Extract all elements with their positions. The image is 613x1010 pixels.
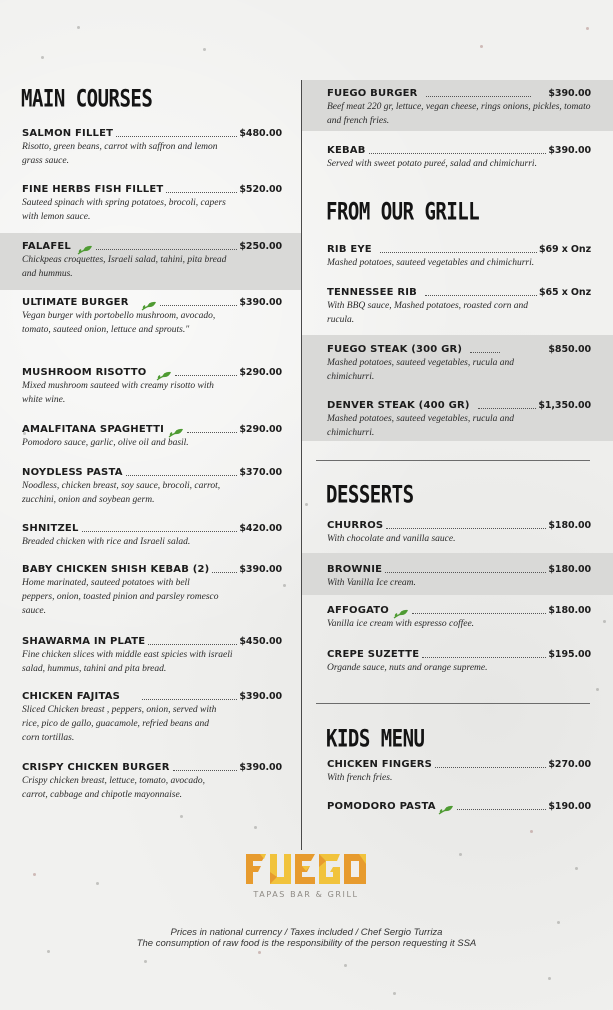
item-description: Beef meat 220 gr, lettuce, vegan cheese, rings onions, pickles, tomato and french fries. [327,102,591,126]
item-description: Organde sauce, nuts and orange supreme. [327,663,488,673]
paper-speck [548,977,551,980]
leaf-icon [156,368,172,378]
dot-leader [166,192,237,193]
paper-speck [530,830,533,833]
item-price: $65 x Onz [538,287,591,298]
menu-item [22,634,282,676]
menu-item [327,242,591,270]
item-price: $390.00 [239,297,282,308]
logo-letter-u [270,854,291,884]
logo-letter-f [246,854,266,884]
leaf-icon [393,606,409,616]
item-description: Served with sweet potato pureé, salad and chimichurri. [327,159,537,169]
item-price: $390.00 [548,88,591,99]
leaf-icon [77,242,93,252]
item-description: With chocolate and vanilla sauce. [327,534,456,544]
menu-item [327,398,591,440]
item-description: With Vanilla Ice cream. [327,578,416,588]
menu-item [22,126,282,168]
item-name: CHICKEN FAJITAS [22,691,121,702]
paper-speck [480,45,483,48]
dot-leader [425,295,537,296]
menu-item [22,422,282,450]
item-name: FINE HERBS FISH FILLET [22,184,164,195]
paper-speck [459,853,462,856]
divider-grill-desserts [316,460,590,461]
divider-desserts-kids [316,703,590,704]
item-name: TENNESSEE RIB [327,287,417,298]
paper-speck [254,826,257,829]
item-name: ULTIMATE BURGER [22,297,129,308]
item-description: Noodless, chicken breast, soy sauce, brocoli, carrot, zucchini, onion and soybean germ. [22,481,221,505]
item-description: Vanilla ice cream with espresso coffee. [327,619,475,629]
menu-item [22,689,282,745]
item-price: $180.00 [548,605,591,616]
dot-leader [126,475,238,476]
dot-leader [478,408,537,409]
item-price: $290.00 [239,424,282,435]
item-price: $390.00 [239,691,282,702]
paper-speck [596,688,599,691]
menu-item [327,86,591,128]
dot-leader [385,572,546,573]
item-price: $195.00 [548,649,591,660]
paper-speck [557,921,560,924]
paper-speck [203,48,206,51]
menu-item [327,342,591,384]
item-description: With french fries. [327,773,393,783]
menu-item [22,521,282,549]
paper-speck [344,964,347,967]
item-name: BABY CHICKEN SHISH KEBAB (2) [22,564,210,575]
item-price: $420.00 [239,523,282,534]
menu-item [22,562,282,618]
leaf-icon [438,802,454,812]
item-name: CREPE SUZETTE [327,649,420,660]
menu-item [22,182,282,224]
menu-item [327,647,591,675]
leaf-icon [168,425,184,435]
paper-speck [393,992,396,995]
column-divider [301,80,302,850]
paper-speck [305,503,308,506]
dot-leader [148,644,237,645]
item-price: $390.00 [239,762,282,773]
menu-item [22,465,282,507]
item-name: FUEGO STEAK (300 GR) [327,344,463,355]
item-description: Fine chicken slices with middle east spicies with israeli salad, hummus, tahini and pita bread. [22,650,233,674]
dot-leader [422,657,546,658]
dot-leader [175,375,237,376]
menu-item [327,799,591,812]
item-name: FUEGO BURGER [327,88,418,99]
menu-item [22,295,282,337]
paper-speck [96,882,99,885]
item-price: $520.00 [239,184,282,195]
item-price: $850.00 [548,344,591,355]
item-description: Risotto, green beans, carrot with saffron and lemon grass sauce. [22,142,218,166]
dot-leader [116,136,237,137]
item-description: Home marinated, sauteed potatoes with bell peppers, onion, toasted pinion and parsley romesco sauce. [22,578,219,616]
item-name: SHAWARMA IN PLATE [22,636,146,647]
item-name: DENVER STEAK (400 GR) [327,400,470,411]
item-price: $250.00 [239,241,282,252]
paper-speck [586,27,589,30]
item-name: FALAFEL [22,241,71,252]
item-description: Vegan burger with portobello mushroom, avocado, tomato, sauteed onion, lettuce and sprouts." [22,311,216,335]
logo-letter-e [295,854,315,884]
item-name: POMODORO PASTA [327,801,436,812]
menu-item [22,239,282,281]
footer-line-2: The consumption of raw food is the responsibility of the person requesting it SSA [136,938,477,949]
paper-speck [575,867,578,870]
item-name: NOYDLESS PASTA [22,467,123,478]
dot-leader [369,153,547,154]
menu-item [327,143,591,171]
logo-letter-o [344,854,366,884]
item-price: $390.00 [239,564,282,575]
menu-item [327,562,591,590]
item-name: MUSHROOM RISOTTO [22,367,147,378]
item-price: $270.00 [548,759,591,770]
item-price: $450.00 [239,636,282,647]
section-title-kids-menu: KIDS MENU [326,725,425,753]
dot-leader [435,767,546,768]
item-description: Mashed potatoes, sauteed vegetables and chimichurri. [327,258,535,268]
item-price: $69 x Onz [538,244,591,255]
paper-speck [144,960,147,963]
menu-item [22,760,282,802]
item-name: AMALFITANA SPAGHETTI [22,424,165,435]
item-price: $290.00 [239,367,282,378]
dot-leader [380,252,537,253]
item-price: $370.00 [239,467,282,478]
item-description: Mixed mushroom sauteed with creamy risotto with white wine. [22,381,214,405]
item-description: Crispy chicken breast, lettuce, tomato, avocado, carrot, cabbage and chipotle mayonnaise. [22,776,206,800]
menu-item [327,757,591,785]
paper-speck [283,584,286,587]
dot-leader [426,96,531,97]
section-title-main-courses: MAIN COURSES [21,85,153,113]
leaf-icon [141,298,157,308]
item-price: $180.00 [548,520,591,531]
section-title-grill: FROM OUR GRILL [326,198,480,226]
dot-leader [96,249,237,250]
dot-leader [386,528,546,529]
item-name: AFFOGATO [327,605,389,616]
dot-leader [412,613,546,614]
item-price: $190.00 [548,801,591,812]
item-description: Mashed potatoes, sauteed vegetables, rucula and chimichurri. [327,358,515,382]
paper-speck [33,873,36,876]
footer-line-1: Prices in national currency / Taxes included / Chef Sergio Turriza [170,927,443,938]
item-name: CHICKEN FINGERS [327,759,433,770]
dot-leader [212,572,237,573]
paper-speck [47,950,50,953]
paper-speck [603,620,606,623]
item-name: KEBAB [327,145,366,156]
menu-item [327,518,591,546]
dot-leader [187,432,237,433]
paper-speck [41,56,44,59]
item-name: BROWNIE [327,564,383,575]
dot-leader [173,770,238,771]
paper-speck [258,951,261,954]
logo-letter-g [319,854,340,884]
menu-item [22,365,282,407]
item-description: Mashed potatoes, sauteed vegetables, rucula and chimichurri. [327,414,515,438]
paper-speck [180,815,183,818]
item-description: With BBQ sauce, Mashed potatoes, roasted corn and rucula. [327,301,528,325]
menu-item [327,603,591,631]
item-price: $390.00 [548,145,591,156]
menu-item [327,285,591,327]
item-name: SALMON FILLET [22,128,114,139]
item-price: $180.00 [548,564,591,575]
item-description: Sliced Chicken breast , peppers, onion, served with rice, pico de gallo, guacamole, refried beans and corn tortillas. [22,705,217,743]
dot-leader [142,699,237,700]
item-price: $480.00 [239,128,282,139]
dot-leader [160,305,238,306]
dot-leader [457,809,547,810]
item-name: SHNITZEL [22,523,79,534]
item-description: Sauteed spinach with spring potatoes, brocoli, capers with lemon sauce. [22,198,226,222]
dot-leader [470,352,500,353]
paper-speck [77,26,80,29]
section-title-desserts: DESSERTS [326,481,414,509]
item-price: $1,350.00 [538,400,591,411]
item-name: CRISPY CHICKEN BURGER [22,762,170,773]
item-description: Chickpeas croquettes, Israeli salad, tahini, pita bread and hummus. [22,255,227,279]
item-description: Pomodoro sauce, garlic, olive oil and basil. [22,438,189,448]
item-name: CHURROS [327,520,384,531]
logo-tagline: TAPAS BAR & GRILL [253,890,359,899]
item-name: RIB EYE [327,244,372,255]
dot-leader [82,531,238,532]
item-description: Breaded chicken with rice and Israeli salad. [22,537,191,547]
